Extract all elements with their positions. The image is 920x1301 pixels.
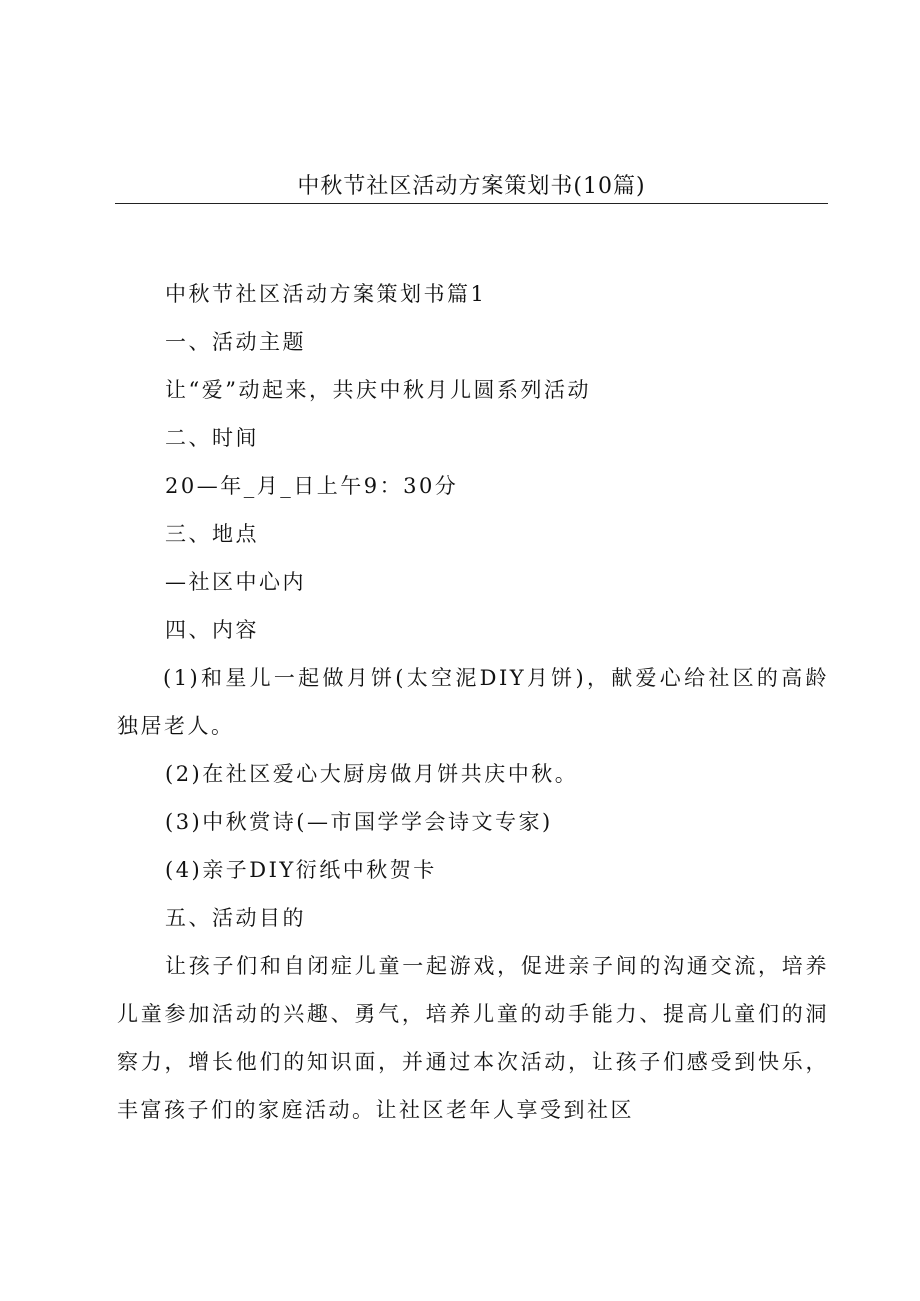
- section-heading: 四、内容: [165, 618, 259, 642]
- section-heading: 五、活动目的: [165, 906, 306, 930]
- paragraph: 让孩子们和自闭症儿童一起游戏，促进亲子间的沟通交流，培养儿童参加活动的兴趣、勇气，培养儿童的动手能力、提高儿童们的洞察力，增长他们的知识面，并通过本次活动，让孩子们感受到快乐，丰富孩子们的家庭活动。让社区老年人享受到社区: [117, 954, 829, 1122]
- document-body: [117, 270, 829, 1134]
- list-item: (1)和星儿一起做月饼(太空泥DIY月饼)，献爱心给社区的高龄独居老人。: [117, 666, 829, 738]
- list-item: (2)在社区爱心大厨房做月饼共庆中秋。: [165, 762, 579, 786]
- list-item: (3)中秋赏诗(—市国学学会诗文专家): [165, 810, 553, 834]
- paragraph: —社区中心内: [165, 570, 306, 594]
- section-heading: 三、地点: [165, 522, 259, 546]
- paragraph: 20—年_月_日上午9：30分: [165, 474, 459, 498]
- list-item: (4)亲子DIY衍纸中秋贺卡: [165, 858, 437, 882]
- section-heading: 二、时间: [165, 426, 259, 450]
- title-underline: [115, 203, 828, 204]
- section-heading: 中秋节社区活动方案策划书篇1: [165, 282, 487, 306]
- document-title: 中秋节社区活动方案策划书(10篇): [297, 174, 646, 199]
- paragraph: 让“爱”动起来，共庆中秋月儿圆系列活动: [165, 378, 591, 402]
- section-heading: 一、活动主题: [165, 330, 306, 354]
